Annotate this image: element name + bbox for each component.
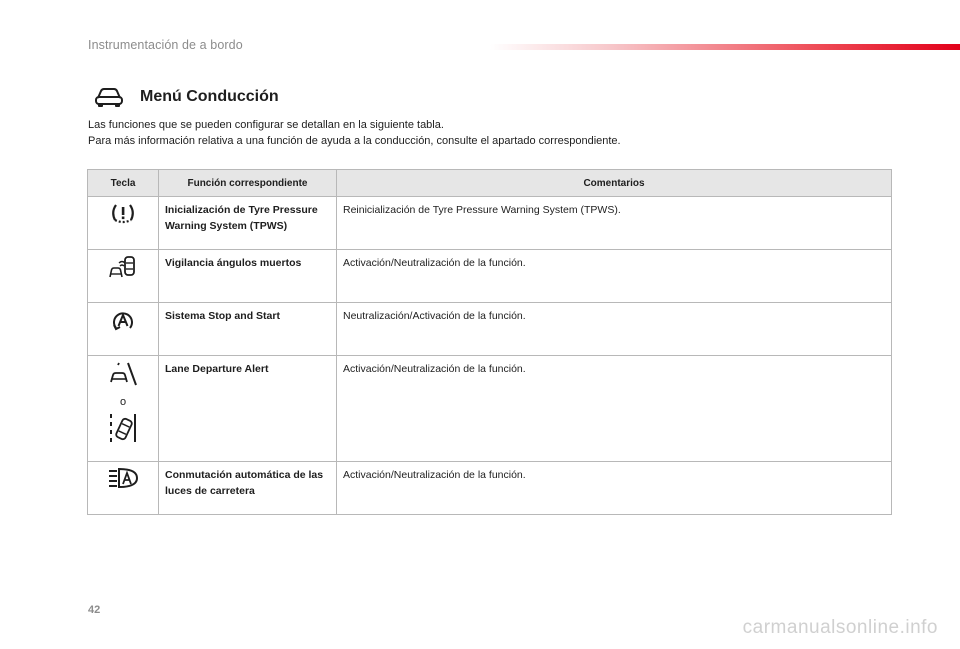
intro-line-1: Las funciones que se pueden configurar se detallan en la siguiente tabla.: [88, 119, 444, 131]
or-separator: o: [119, 396, 127, 408]
header-key: Tecla: [88, 170, 159, 197]
comment-cell: Reinicialización de Tyre Pressure Warning System (TPWS).: [337, 197, 892, 250]
key-cell: [88, 250, 159, 303]
lane-departure-icon: [108, 378, 138, 390]
intro-line-2: Para más información relativa a una función de ayuda a la conducción, consulte el apartado correspondiente.: [88, 135, 621, 147]
header-comments: Comentarios: [337, 170, 892, 197]
blind-spot-icon: [108, 272, 138, 284]
function-cell: Inicialización de Tyre Pressure Warning System (TPWS): [159, 197, 337, 250]
table-row: [88, 356, 892, 462]
lane-departure-alt-icon: [108, 435, 138, 447]
table-row: [88, 462, 892, 515]
comment-cell: Neutralización/Activación de la función.: [337, 303, 892, 356]
comment-cell: Activación/Neutralización de la función.: [337, 462, 892, 515]
function-cell: Sistema Stop and Start: [159, 303, 337, 356]
table-row: [88, 250, 892, 303]
table-row: [88, 303, 892, 356]
function-cell: Vigilancia ángulos muertos: [159, 250, 337, 303]
comment-cell: Activación/Neutralización de la función.: [337, 250, 892, 303]
function-cell: Conmutación automática de las luces de carretera: [159, 462, 337, 515]
key-cell: [88, 303, 159, 356]
table-header-row: [88, 170, 892, 197]
car-icon: [94, 86, 124, 108]
function-cell: Lane Departure Alert: [159, 356, 337, 462]
key-cell: [88, 462, 159, 515]
section-title: Menú Conducción: [140, 88, 279, 105]
auto-high-beam-icon: [107, 480, 139, 492]
driving-menu-table: [87, 169, 892, 515]
watermark: carmanualsonline.info: [742, 617, 938, 638]
key-cell: [88, 356, 159, 462]
intro-text: [88, 117, 621, 149]
stop-start-icon: [110, 325, 136, 337]
page-number: 42: [88, 604, 101, 616]
table-row: [88, 197, 892, 250]
running-header: Instrumentación de a bordo: [88, 38, 243, 52]
key-cell: [88, 197, 159, 250]
header-function: Función correspondiente: [159, 170, 337, 197]
section-heading: [94, 86, 279, 108]
tpws-warning-icon: [110, 217, 136, 229]
comment-cell: Activación/Neutralización de la función.: [337, 356, 892, 462]
header-accent-bar: [490, 44, 960, 50]
